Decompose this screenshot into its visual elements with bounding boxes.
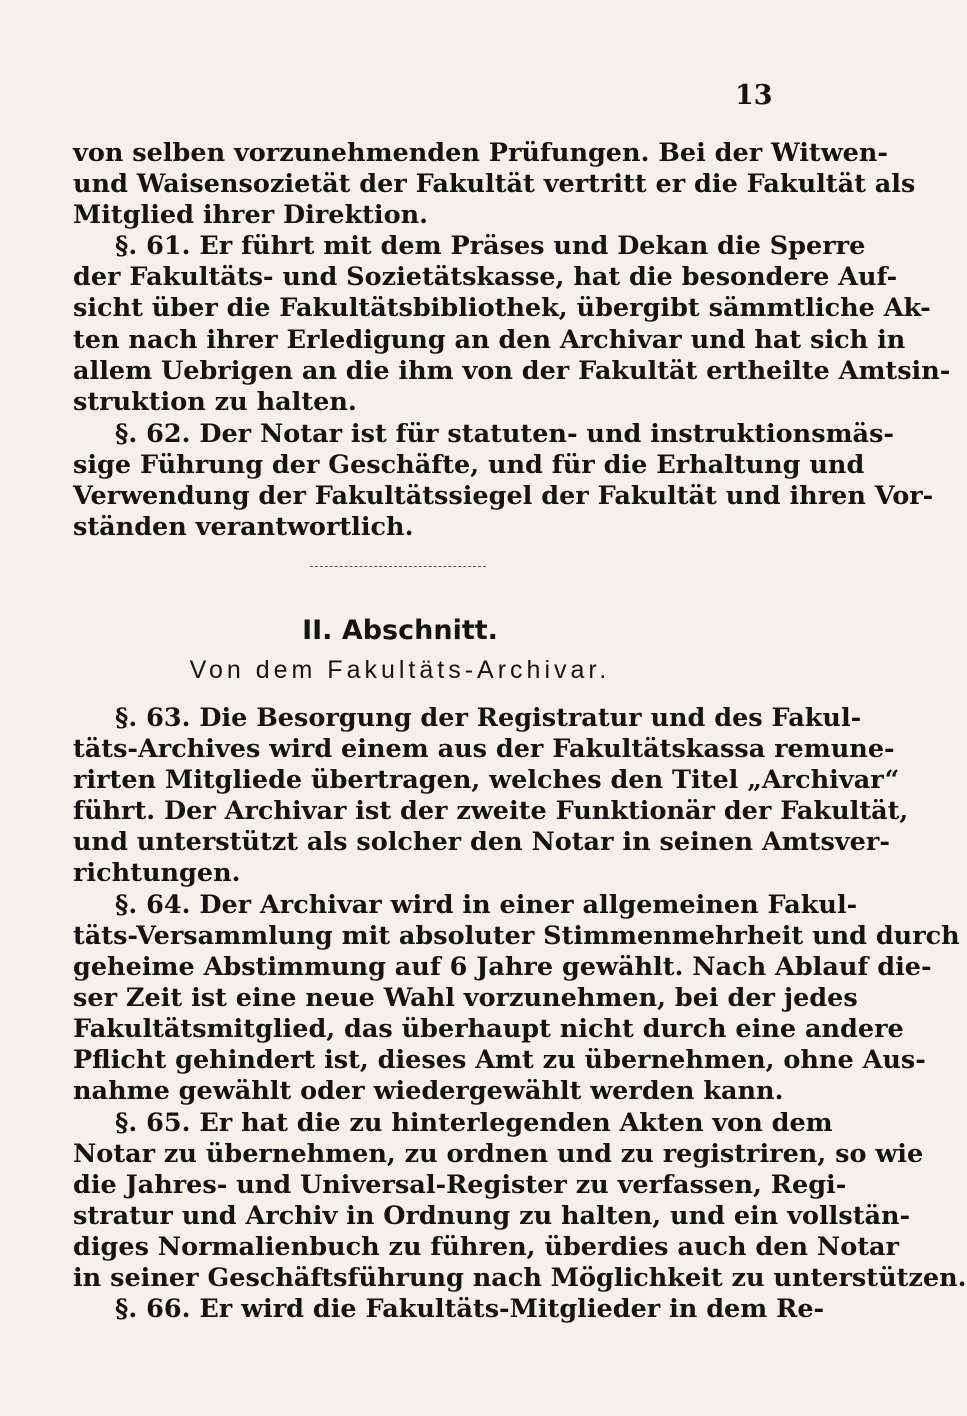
text-line: ser Zeit ist eine neue Wahl vorzunehmen, bei der jedes: [73, 983, 858, 1013]
page-number: 13: [735, 80, 773, 111]
text-line: Notar zu übernehmen, zu ordnen und zu registriren, so wie: [73, 1139, 924, 1169]
text-line: Pflicht gehindert ist, dieses Amt zu übernehmen, ohne Aus-: [73, 1045, 926, 1075]
text-line: Fakultätsmitglied, das überhaupt nicht durch eine andere: [73, 1014, 904, 1044]
text-line: führt. Der Archivar ist der zweite Funktionär der Fakultät,: [73, 796, 909, 826]
text-line: §. 65. Er hat die zu hinterlegenden Akten von dem: [115, 1108, 833, 1138]
section-subheading: Von dem Fakultäts-Archivar.: [189, 656, 611, 684]
text-line: der Fakultäts- und Sozietätskasse, hat die besondere Auf-: [73, 262, 898, 292]
text-line: rirten Mitgliede übertragen, welches den Titel „Archivar“: [73, 765, 900, 795]
text-line: und Waisensozietät der Fakultät vertritt er die Fakultät als: [73, 169, 916, 199]
text-line: §. 66. Er wird die Fakultäts-Mitglieder in dem Re-: [115, 1294, 825, 1324]
text-line: und unterstützt als solcher den Notar in seinen Amtsver-: [73, 827, 890, 857]
text-line: §. 62. Der Notar ist für statuten- und instruktionsmäs-: [115, 419, 895, 449]
text-line: geheime Abstimmung auf 6 Jahre gewählt. Nach Ablauf die-: [73, 952, 932, 982]
text-line: sige Führung der Geschäfte, und für die Erhaltung und: [73, 450, 865, 480]
section-heading: II. Abschnitt.: [302, 615, 498, 646]
text-line: allem Uebrigen an die ihm von der Fakultät ertheilte Amtsin-: [73, 356, 951, 386]
text-line: sicht über die Fakultätsbibliothek, übergibt sämmtliche Ak-: [73, 293, 931, 323]
text-line: nahme gewählt oder wiedergewählt werden kann.: [73, 1076, 784, 1106]
text-line: Mitglied ihrer Direktion.: [73, 200, 429, 230]
text-line: §. 64. Der Archivar wird in einer allgemeinen Fakul-: [115, 890, 858, 920]
text-line: täts-Versammlung mit absoluter Stimmenmehrheit und durch: [73, 921, 960, 951]
text-line: ständen verantwortlich.: [73, 512, 414, 542]
text-line: täts-Archives wird einem aus der Fakultätskassa remune-: [73, 734, 895, 764]
text-line: §. 61. Er führt mit dem Präses und Dekan die Sperre: [115, 231, 866, 261]
text-line: Verwendung der Fakultätssiegel der Fakultät und ihren Vor-: [73, 481, 934, 511]
text-line: richtungen.: [73, 858, 241, 888]
text-line: stratur und Archiv in Ordnung zu halten, und ein vollstän-: [73, 1201, 911, 1231]
text-line: struktion zu halten.: [73, 387, 357, 417]
text-line: die Jahres- und Universal-Register zu verfassen, Regi-: [73, 1170, 847, 1200]
text-line: diges Normalienbuch zu führen, überdies auch den Notar: [73, 1232, 899, 1262]
text-line: von selben vorzunehmenden Prüfungen. Bei der Witwen-: [73, 138, 888, 168]
text-line: in seiner Geschäftsführung nach Möglichkeit zu unterstützen.: [73, 1263, 967, 1293]
section-divider: [310, 566, 486, 567]
text-line: §. 63. Die Besorgung der Registratur und des Fakul-: [115, 703, 862, 733]
text-line: ten nach ihrer Erledigung an den Archivar und hat sich in: [73, 325, 906, 355]
